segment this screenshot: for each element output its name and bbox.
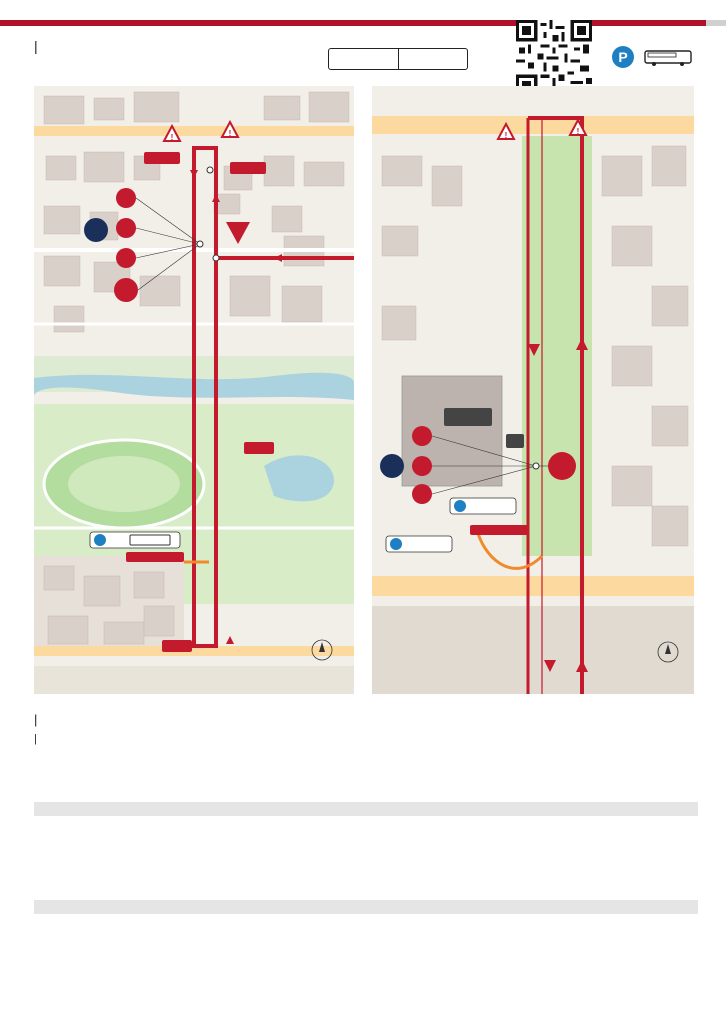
svg-text:!: ! xyxy=(228,129,232,138)
laps-hr xyxy=(329,49,399,69)
bus-icon xyxy=(644,50,692,66)
laps-badge xyxy=(328,48,468,70)
top-accent-bar xyxy=(0,20,726,26)
altimetry-subtitle: | xyxy=(34,733,37,745)
parking-icon: P xyxy=(612,46,634,68)
qr-code-icon[interactable] xyxy=(516,20,592,96)
svg-text:!: ! xyxy=(504,131,508,140)
altimetry-chart xyxy=(252,708,692,794)
laps-en xyxy=(399,49,468,69)
info-header-row2 xyxy=(34,900,698,914)
altimetry-title: | xyxy=(34,712,38,727)
route-map-left[interactable] xyxy=(34,86,354,694)
svg-text:!: ! xyxy=(170,133,174,142)
svg-text:!: ! xyxy=(576,127,580,136)
stage-label: | xyxy=(34,38,38,54)
route-map-right[interactable] xyxy=(372,86,694,694)
info-header-row1 xyxy=(34,802,698,816)
award-icons-sign xyxy=(444,408,492,426)
race-office-sign xyxy=(506,434,524,448)
